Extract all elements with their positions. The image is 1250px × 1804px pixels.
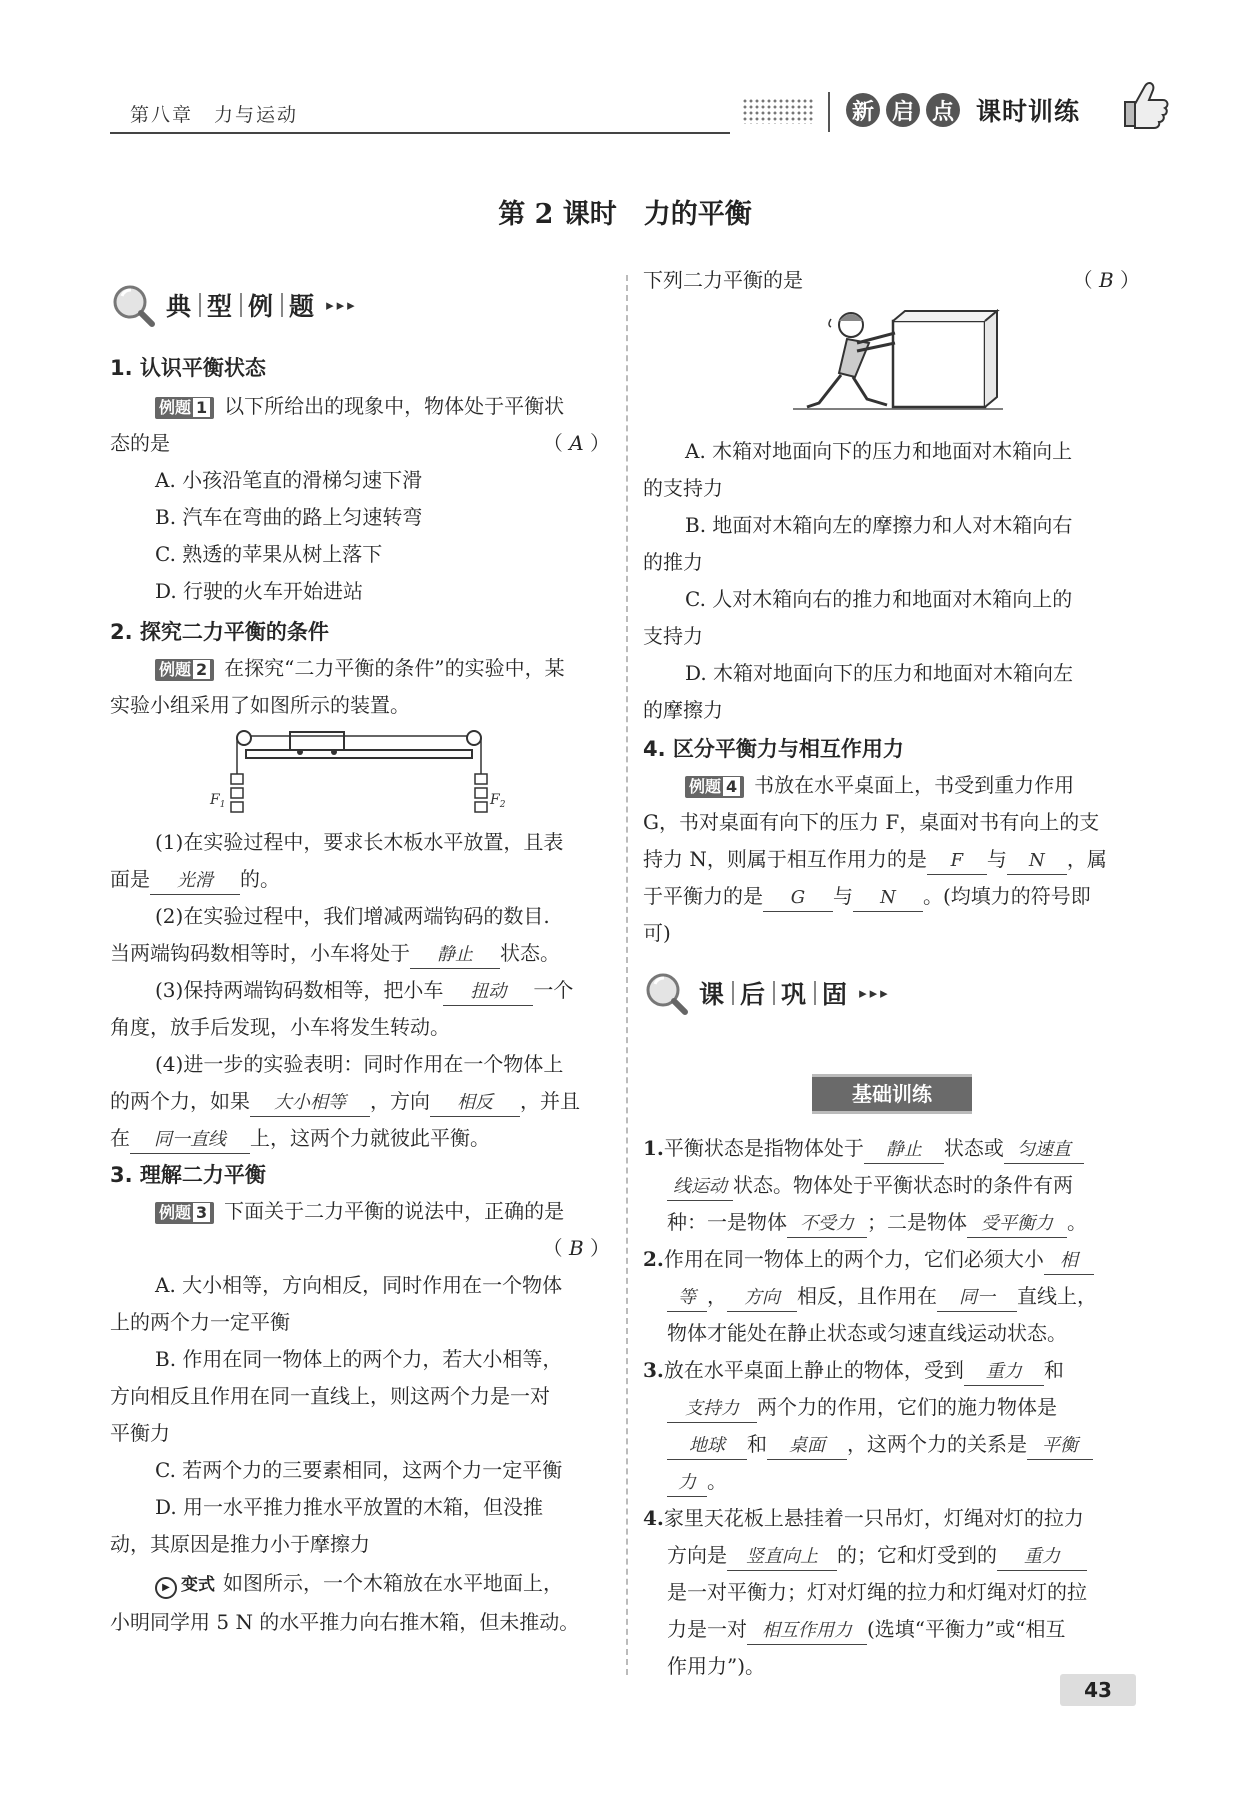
arrows-decoration: ▸▸▸	[326, 296, 358, 314]
answer-blank: F	[927, 848, 987, 875]
page-number: 43	[1060, 1674, 1136, 1706]
example-4: 例题 4 书放在水平桌面上，书受到重力作用 G，书对桌面有向下的压力 F，桌面对书有向上的支 持力 N，则属于相互作用力的是 F 与 N ，属 于平衡力的是 G 与 N 。(均填力的符号即 可)	[643, 773, 1107, 945]
label-f2: $F_2$	[490, 792, 506, 810]
answer-blank: 重力	[964, 1359, 1044, 1386]
answer-blank: 光滑	[150, 868, 240, 895]
header-separator	[828, 92, 830, 132]
option-d: D. 行驶的火车开始进站	[155, 579, 364, 603]
answer-blank: G	[763, 885, 833, 912]
brand-char: 点	[926, 93, 960, 127]
section-char: 固	[822, 980, 850, 1009]
topic-heading: 3. 理解二力平衡	[110, 1163, 266, 1187]
basic-training-banner: 基础训练	[812, 1074, 972, 1114]
header-dots-decoration	[742, 98, 814, 124]
magnifier-icon	[643, 970, 689, 1016]
brand-suffix: 课时训练	[976, 97, 1081, 126]
answer-blank: 受平衡力	[967, 1211, 1067, 1238]
answer-blank: 桌面	[767, 1433, 847, 1460]
answer-blank: 同一直线	[130, 1127, 250, 1154]
example-tag: 例题 3	[155, 1202, 214, 1224]
answer-blank: 扭动	[443, 979, 533, 1006]
answer-blank: 静止	[410, 942, 500, 969]
left-column	[110, 282, 610, 1641]
page-title: 第 2 课时 力的平衡	[498, 199, 752, 230]
answer-paren: （ A ）	[542, 431, 610, 455]
play-icon: ▶	[155, 1577, 177, 1599]
apparatus-diagram	[110, 724, 610, 820]
option-b: B. 汽车在弯曲的路上匀速转弯	[155, 505, 423, 529]
answer-paren: （ B ）	[1072, 268, 1140, 292]
answer-blank: 力	[667, 1470, 707, 1497]
column-divider	[626, 275, 628, 1675]
label-f1: $F_1$	[210, 792, 226, 810]
example-3: 例题 3 下面关于二力平衡的说法中，正确的是 （ B ） A. 大小相等，方向相反，同时作用在一个物体 上的两个力一定平衡 B. 作用在同一物体上的两个力，若大小相等， 方向相反且作用在同一直线上，则这两个力是一对 平衡力 C. 若两个力的三要素相同，这两个力一定平衡 D. 用一水平推力推水平放置的木箱，但没推 动，其原因是推力小于摩擦力	[110, 1199, 610, 1556]
exercise-4: 4.家里天花板上悬挂着一只吊灯，灯绳对灯的拉力 方向是 竖直向上 的；它和灯受到的 重力 是一对平衡力；灯对灯绳的拉力和灯绳对灯的拉 力是一对 相互作用力 (选填“平衡力”或“相互 作用力”)。	[643, 1506, 1087, 1678]
header-rule	[110, 132, 730, 134]
topic-heading: 2. 探究二力平衡的条件	[110, 620, 329, 644]
answer-blank: N	[1007, 848, 1067, 875]
section-char: 巩	[781, 980, 809, 1009]
answer-paren: （ B ）	[542, 1236, 610, 1260]
section-header-after-class	[643, 970, 1140, 1016]
example-1: 例题 1 以下所给出的现象中，物体处于平衡状 态的是 （ A ） A. 小孩沿笔直的滑梯匀速下滑 B. 汽车在弯曲的路上匀速转弯 C. 熟透的苹果从树上落下 D. 行驶的火车开始进站	[110, 388, 610, 610]
answer-blank: 支持力	[667, 1396, 757, 1423]
example-tag: 例题 2	[155, 659, 214, 681]
brand-char: 启	[886, 93, 920, 127]
answer-blank: 静止	[864, 1137, 944, 1164]
answer-blank: 等	[667, 1285, 707, 1312]
answer-blank: 匀速直	[1004, 1137, 1084, 1164]
answer-blank: 地球	[667, 1433, 747, 1460]
exercise-3: 3.放在水平桌面上静止的物体，受到 重力 和 支持力 两个力的作用，它们的施力物体是 地球 和 桌面 ，这两个力的关系是 平衡 力 。	[643, 1352, 1140, 1500]
option-a: A. 小孩沿笔直的滑梯匀速下滑	[155, 468, 423, 492]
answer-blank: 方向	[727, 1285, 797, 1312]
section-header-typical-examples	[110, 282, 610, 328]
answer-blank: 相互作用力	[747, 1618, 867, 1645]
section-char: 课	[699, 980, 727, 1009]
variant-question: ▶ 变式 如图所示，一个木箱放在水平地面上， 小明同学用 5 N 的水平推力向右推木箱，但未推动。	[110, 1571, 580, 1634]
exercise-1: 1.平衡状态是指物体处于 静止 状态或 匀速直 线运动 状态。物体处于平衡状态时的条件有两 种：一是物体 不受力 ；二是物体 受平衡力 。	[643, 1130, 1140, 1241]
exercise-list	[643, 1130, 1140, 1685]
answer-blank: 相	[1044, 1248, 1094, 1275]
arrows-decoration: ▸▸▸	[859, 984, 891, 1002]
boy-pushing-box-illustration	[643, 299, 1140, 429]
answer-blank: 重力	[997, 1544, 1087, 1571]
brand-logo	[846, 92, 1080, 128]
option-c: C. 熟透的苹果从树上落下	[155, 542, 383, 566]
magnifier-icon	[110, 282, 156, 328]
answer-blank: 平衡	[1027, 1433, 1093, 1460]
section-char: 题	[289, 292, 317, 321]
example-tag: 例题 1	[155, 397, 214, 419]
answer-blank: 不受力	[787, 1211, 867, 1238]
answer-blank: 线运动	[667, 1174, 733, 1201]
answer-blank: 竖直向上	[727, 1544, 837, 1571]
answer-blank: 同一	[937, 1285, 1017, 1312]
exercise-2: 2.作用在同一物体上的两个力，它们必须大小 相 等 ， 方向 相反，且作用在 同一 直线上， 物体才能处在静止状态或匀速直线运动状态。	[643, 1247, 1097, 1345]
thumbs-up-icon	[1115, 74, 1175, 134]
topic-heading: 4. 区分平衡力与相互作用力	[643, 737, 904, 761]
variant-label: ▶ 变式	[155, 1575, 215, 1595]
right-column: 下列二力平衡的是 （ B ） A. 木箱对地面向下的压力和地面对木箱向上 的支持力 B. 地面对木箱向左的摩擦力和人对木箱向右 的推力 C. 人对木箱向右的推力和地面对木箱向上的 支持力 D. 木箱对地面向下的压力和地面对木箱向左 的摩擦力 4. 区分平衡力与相互作用力 例题 4 书放在水平桌面上，书受到重力作用 G，书对桌面有向下的压力 F，桌面对书有向上的支 持力 N，则属于相互作用力的是 F 与 N ，属 于平衡力的是 G 与 N 。(均填力的符号即 可) 课 后 巩 固 ▸▸▸	[643, 262, 1140, 1016]
answer-blank: 大小相等	[250, 1090, 370, 1117]
example-2: 例题 2 在探究“二力平衡的条件”的实验中，某 实验小组采用了如图所示的装置。 $F_1$ $F_2$ (1)在实验过程中，要求长木板水平放置，且表 面是 光滑 的。 (2)在实验过程中，我们增减两端钩码的数目. 当两端钩码数相等时，小车将处于 静止 状态。 (3)保持两端钩码数相等，把小车 扭动 一个 角度，放手后发现，小车将发生转动。 (4)进一步的实验表明：同时作用在一个物体上 的两个力，如果 大小相等 ，方向 相反 ，并且 在 同一直线 上，这两个力就彼此平衡。	[110, 650, 610, 1157]
answer-blank: 相反	[430, 1090, 520, 1117]
chapter-heading: 第八章 力与运动	[130, 104, 299, 126]
example-tag: 例题 4	[685, 776, 744, 798]
brand-char: 新	[846, 93, 880, 127]
section-char: 例	[248, 292, 276, 321]
answer-blank: N	[853, 885, 923, 912]
topic-heading: 1. 认识平衡状态	[110, 356, 266, 380]
section-char: 后	[740, 980, 768, 1009]
section-char: 典	[166, 292, 194, 321]
section-char: 型	[207, 292, 235, 321]
